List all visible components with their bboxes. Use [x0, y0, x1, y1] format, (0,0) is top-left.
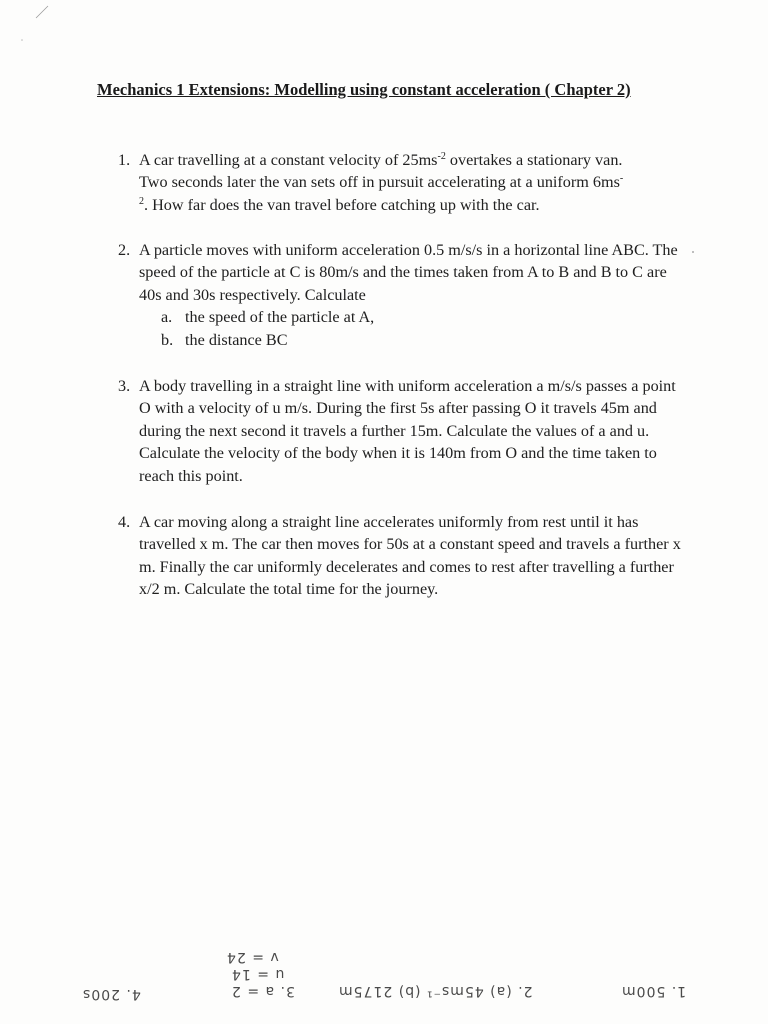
- document-title: Mechanics 1 Extensions: Modelling using constant acceleration ( Chapter 2): [97, 80, 631, 99]
- question-text: A particle moves with uniform acceleration 0.5 m/s/s in a horizontal line ABC. The speed of the particle at C is 80m/s and the times taken from A to B and B to C are 40s and 30s respectively. Calculate a. the speed of the particle at A, b. the distance BC: [139, 239, 688, 351]
- question-number: 3.: [118, 377, 131, 395]
- question-text: A body travelling in a straight line with uniform acceleration a m/s/s passes a point O with a velocity of u m/s. During the first 5s after passing O it travels 45m and during the next second it travels a further 15m. Calculate the values of a and u. Calculate the velocity of the body when it is 140m from O and the time taken to reach this point.: [139, 377, 676, 485]
- question-number: 1.: [118, 151, 131, 169]
- answer-3-v: v = 24: [226, 949, 279, 965]
- question-text: A car travelling at a constant velocity of $25ms^{-2}$ overtakes a stationary van. Two seconds later the van sets off in pursuit accelerating at a uniform 6ms- $^2$. How far does the van travel before catching up with the car.: [139, 151, 624, 214]
- question-text: A car moving along a straight line accelerates uniformly from rest until it has travelled x m. The car then moves for 50s at a constant speed and travels a further x m. Finally the car uniformly decelerates and comes to rest after travelling a further x/2 m. Calculate the total time for the journey.: [139, 513, 681, 599]
- answer-3: 3. a = 2: [231, 983, 295, 999]
- answer-4: 4. 200s: [82, 986, 141, 1002]
- answer-2: 2. (a) 45ms⁻¹ (b) 2175m: [338, 983, 533, 999]
- answer-3-u: u = 14: [231, 966, 285, 982]
- question-number: 2.: [118, 241, 131, 259]
- question-number: 4.: [118, 513, 131, 531]
- question-part-a: a. the speed of the particle at A,: [161, 308, 375, 327]
- answer-1: 1. 500m: [621, 983, 687, 999]
- question-part-b: b. the distance BC: [161, 330, 288, 349]
